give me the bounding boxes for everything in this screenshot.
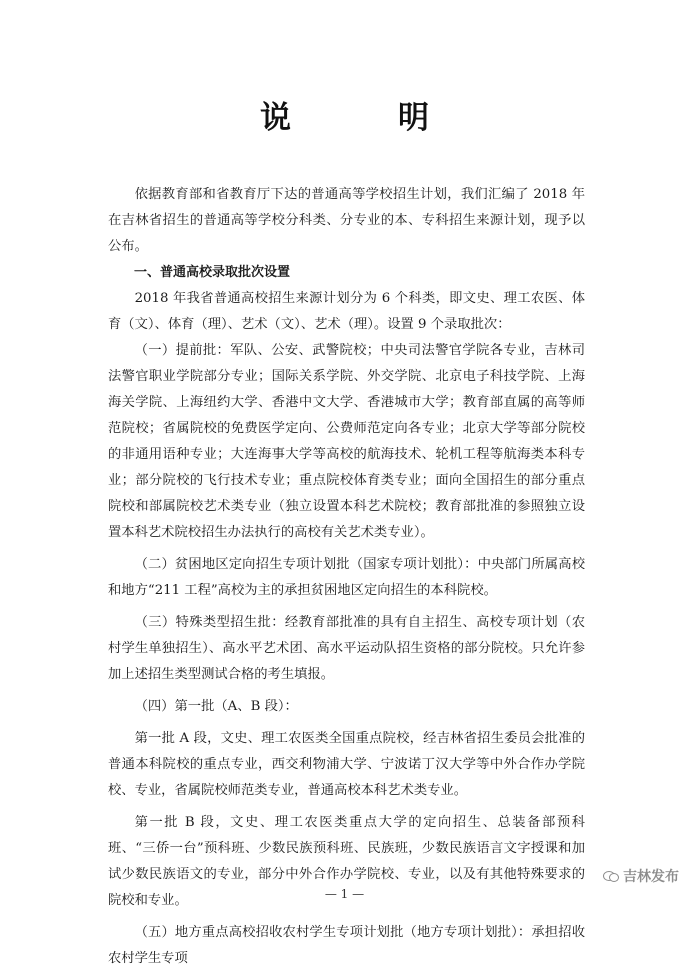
paragraph: 2018 年我省普通高校招生来源计划分为 6 个科类，即文史、理工农医、体育（文）、体育（理）、艺术（文）、艺术（理）。设置 9 个录取批次： bbox=[108, 291, 585, 332]
paragraph: （二）贫困地区定向招生专项计划批（国家专项计划批）：中央部门所属高校和地方“211 工程”高校为主的承担贫困地区定向招生的本科院校。 bbox=[108, 557, 585, 598]
section-heading: 一、普通高校录取批次设置 bbox=[134, 265, 291, 280]
paragraph: 第一批 B 段，文史、理工农医类重点大学的定向招生、总装备部预科班、“三侨一台”预科班、少数民族预科班、民族班，少数民族语言文字授课和加试少数民族语文的专业，部分中外合作办学院校、专业，以及有其他特殊要求的院校和专业。 bbox=[108, 815, 585, 908]
paragraph: 第一批 A 段，文史、理工农医类全国重点院校，经吉林省招生委员会批准的普通本科院校的重点专业，西交利物浦大学、宁波诺丁汉大学等中外合作办学院校、专业，省属院校师范类专业，普通高校本科艺术类专业。 bbox=[108, 731, 585, 798]
page-number: — 1 — bbox=[324, 887, 365, 901]
watermark bbox=[603, 866, 679, 886]
document-body bbox=[108, 182, 585, 972]
paragraph: （一）提前批：军队、公安、武警院校；中央司法警官学院各专业，吉林司法警官职业学院部分专业；国际关系学院、外交学院、北京电子科技学院、上海海关学院、上海纽约大学、香港中文大学、香港城市大学；教育部直属的高等师范院校；省属院校的免费医学定向、公费师范定向各专业；北京大学等部分院校的非通用语种专业；大连海事大学等高校的航海技术、轮机工程等航海类本科专业；部分院校的飞行技术专业；重点院校体育类专业；面向全国招生的部分重点院校和部属院校艺术类专业（独立设置本科艺术院校；教育部批准的参照独立设置本科艺术院校招生办法执行的高校有关艺术类专业）。 bbox=[108, 343, 585, 540]
paragraph: （三）特殊类型招生批：经教育部批准的具有自主招生、高校专项计划（农村学生单独招生）、高水平艺术团、高水平运动队招生资格的部分院校。只允许参加上述招生类型测试合格的考生填报。 bbox=[108, 615, 585, 682]
paragraph: （四）第一批（A、B 段）： bbox=[134, 699, 298, 714]
wechat-icon bbox=[603, 869, 619, 883]
paragraph-intro: 依据教育部和省教育厅下达的普通高等学校招生计划，我们汇编了 2018 年在吉林省招生的普通高等学校分科类、分专业的本、专科招生来源计划，现予以公布。 bbox=[108, 187, 585, 254]
watermark-text: 吉林发布 bbox=[623, 869, 679, 885]
page-title: 说 明 bbox=[260, 100, 467, 136]
paragraph: （五）地方重点高校招收农村学生专项计划批（地方专项计划批）：承担招收农村学生专项 bbox=[108, 925, 585, 966]
